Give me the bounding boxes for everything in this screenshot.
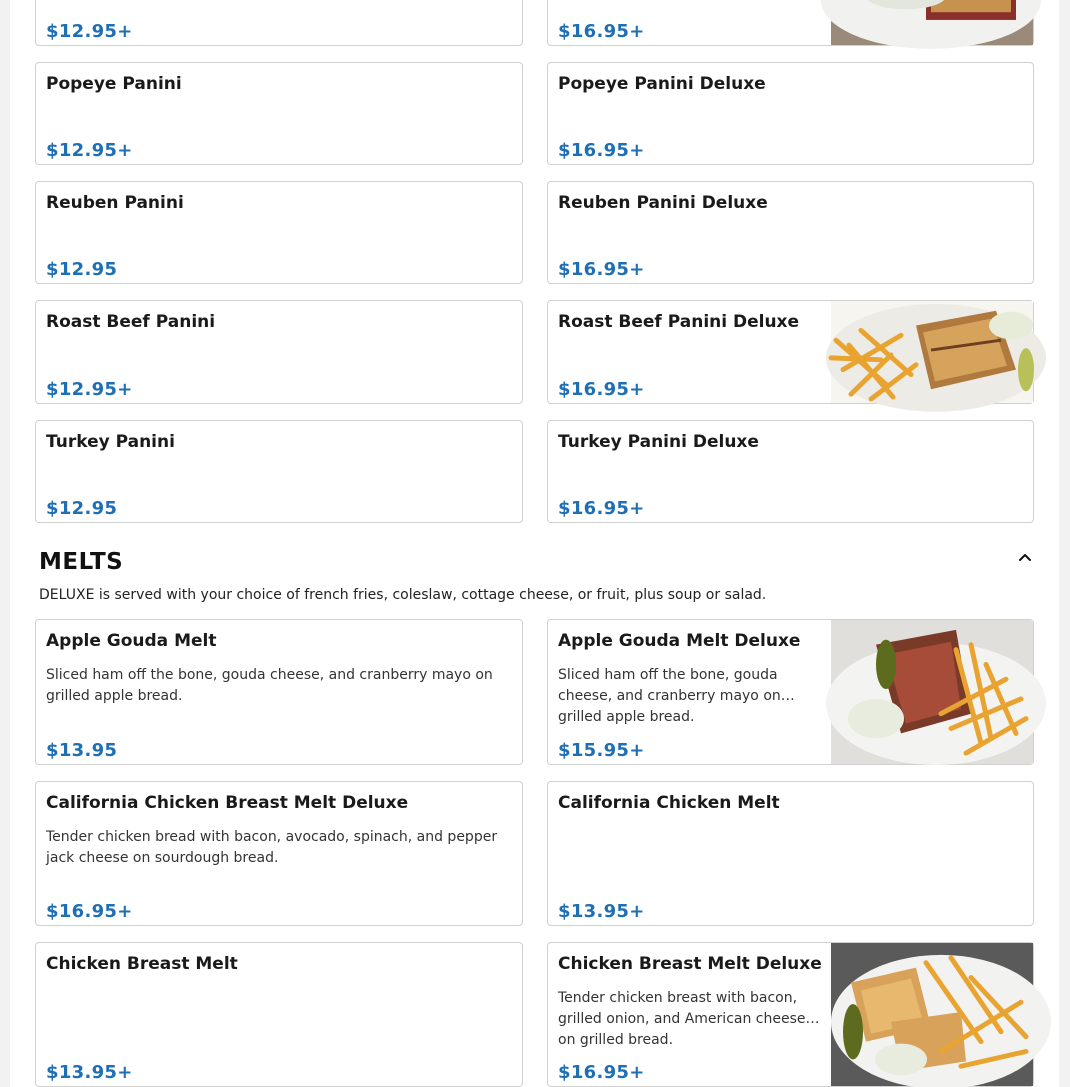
menu-item-card[interactable] <box>35 0 523 46</box>
item-price: $13.95+ <box>46 1062 133 1083</box>
item-price: $16.95+ <box>558 498 645 519</box>
item-name: California Chicken Melt <box>558 793 780 813</box>
item-name: Reuben Panini Deluxe <box>558 193 768 213</box>
item-description: Sliced ham off the bone, gouda cheese, and cranberry mayo on grilled apple bread. <box>558 667 781 725</box>
menu-item-card[interactable] <box>547 420 1034 523</box>
menu-item-card[interactable] <box>35 181 523 284</box>
item-name: Turkey Panini Deluxe <box>558 432 759 452</box>
item-name: Popeye Panini Deluxe <box>558 74 766 94</box>
menu-item-card[interactable] <box>35 420 523 523</box>
item-price: $16.95+ <box>558 1062 645 1083</box>
item-description: Sliced ham off the bone, gouda cheese, and cranberry mayo on grilled apple bread. <box>46 667 493 704</box>
menu-item-card[interactable] <box>35 942 523 1087</box>
section-title: MELTS <box>39 549 124 575</box>
menu-item-card[interactable] <box>35 781 523 926</box>
item-name: Chicken Breast Melt <box>46 954 238 974</box>
item-name: Turkey Panini <box>46 432 175 452</box>
item-price: $13.95 <box>46 740 118 761</box>
item-photo <box>831 620 1033 764</box>
menu-item-card[interactable] <box>35 300 523 404</box>
item-price: $12.95+ <box>46 379 133 400</box>
menu-item-card[interactable] <box>35 619 523 765</box>
item-price: $12.95 <box>46 259 118 280</box>
item-photo <box>831 301 1033 403</box>
item-name: California Chicken Breast Melt Deluxe <box>46 793 409 813</box>
menu-item-card[interactable] <box>547 781 1034 926</box>
item-price: $12.95+ <box>46 140 133 161</box>
item-name: Roast Beef Panini Deluxe <box>558 312 800 332</box>
item-price: $12.95+ <box>46 21 133 42</box>
menu-item-card[interactable] <box>547 300 1034 404</box>
item-photo <box>831 943 1033 1086</box>
item-price: $16.95+ <box>558 140 645 161</box>
item-price: $16.95+ <box>558 259 645 280</box>
section-description: DELUXE is served with your choice of french fries, coleslaw, cottage cheese, or fruit, plus soup or salad. <box>39 587 767 603</box>
item-name: Roast Beef Panini <box>46 312 216 332</box>
chevron-up-icon[interactable] <box>1013 546 1037 570</box>
item-price: $13.95+ <box>558 901 645 922</box>
menu-item-card[interactable] <box>547 0 1034 46</box>
item-name: Chicken Breast Melt Deluxe <box>558 954 822 974</box>
menu-item-card[interactable] <box>547 181 1034 284</box>
item-name: Apple Gouda Melt <box>46 631 217 651</box>
item-price: $16.95+ <box>46 901 133 922</box>
item-description: Tender chicken breast with bacon, grilled onion, and American cheese on grilled bread. <box>558 990 806 1048</box>
menu-item-card[interactable] <box>547 942 1034 1087</box>
menu-page <box>10 0 1059 1087</box>
menu-item-card[interactable] <box>35 62 523 165</box>
item-name: Apple Gouda Melt Deluxe <box>558 631 801 651</box>
item-price: $16.95+ <box>558 21 645 42</box>
menu-item-card[interactable] <box>547 62 1034 165</box>
menu-item-card[interactable] <box>547 619 1034 765</box>
item-photo <box>831 0 1033 45</box>
item-price: $15.95+ <box>558 740 645 761</box>
item-name: Popeye Panini <box>46 74 182 94</box>
item-name: Reuben Panini <box>46 193 184 213</box>
item-description: Tender chicken bread with bacon, avocado, spinach, and pepper jack cheese on sourdough bread. <box>46 829 498 866</box>
item-price: $16.95+ <box>558 379 645 400</box>
item-price: $12.95 <box>46 498 118 519</box>
